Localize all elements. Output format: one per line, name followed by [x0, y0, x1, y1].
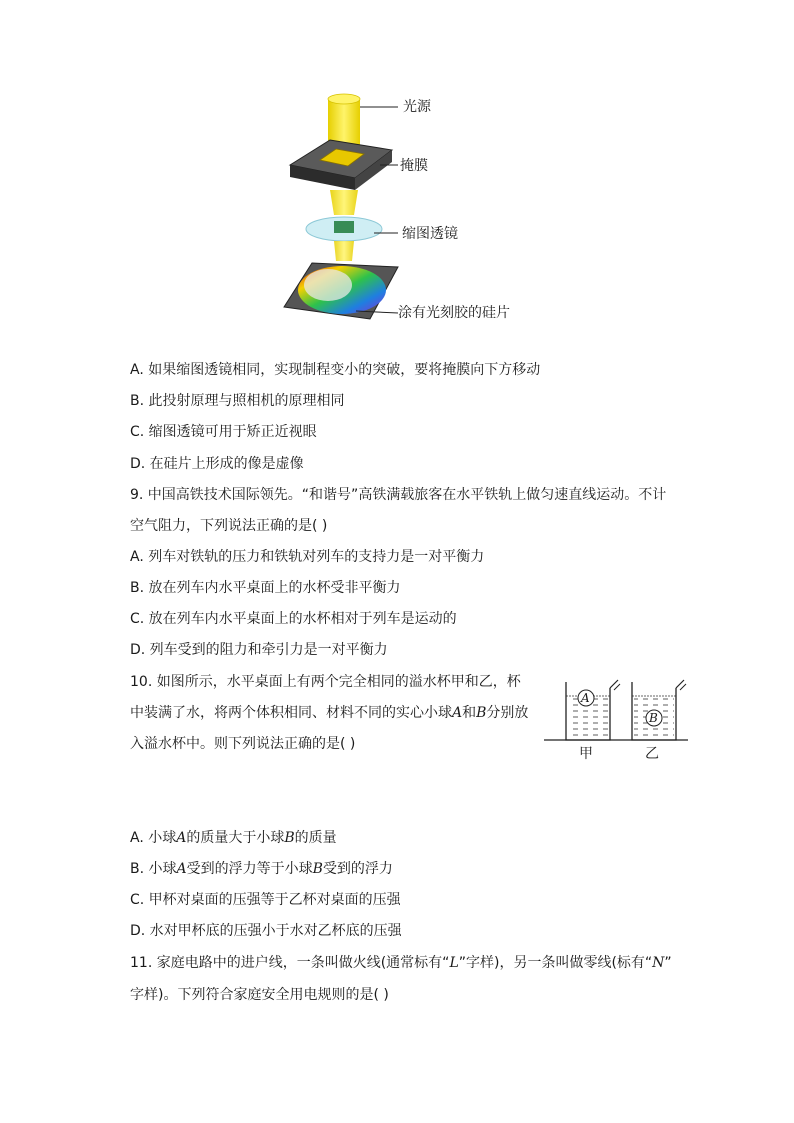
q10-option-b	[130, 859, 393, 879]
q10-a-part2: 的质量大于小球	[186, 830, 285, 846]
q8-option-d: D. 在硅片上形成的像是虚像	[130, 456, 304, 472]
q11-symbol-l: L	[449, 955, 459, 971]
label-reduction-lens: 缩图透镜	[402, 226, 458, 242]
q10-b-part1: B. 小球	[130, 861, 177, 877]
q10-stem-line1: 10. 如图所示，水平桌面上有两个完全相同的溢水杯甲和乙，杯	[130, 674, 521, 690]
q8-option-a: A. 如果缩图透镜相同，实现制程变小的突破，要将掩膜向下方移动	[130, 362, 541, 378]
q10-ball-a-symbol: A	[452, 705, 463, 721]
q11-stem-line1	[130, 953, 672, 973]
cup-jia	[566, 680, 620, 740]
q8-option-c: C. 缩图透镜可用于矫正近视眼	[130, 424, 317, 440]
q11-symbol-n: N	[652, 955, 665, 971]
q9-option-d: D. 列车受到的阻力和牵引力是一对平衡力	[130, 642, 388, 658]
q10-b-ball-b: B	[312, 861, 323, 877]
cup-jia-label: 甲	[579, 746, 593, 762]
q11-part2: ”字样)，另一条叫做零线(标有“	[458, 955, 653, 971]
q10-stem-line2	[130, 703, 528, 723]
q9-option-b: B. 放在列车内水平桌面上的水杯受非平衡力	[130, 580, 401, 596]
q9-option-c: C. 放在列车内水平桌面上的水杯相对于列车是运动的	[130, 611, 457, 627]
cup-yi-label: 乙	[645, 746, 659, 762]
q8-option-b: B. 此投射原理与照相机的原理相同	[130, 393, 345, 409]
ball-a-label: A	[581, 691, 590, 705]
q10-stem-line3: 入溢水杯中。则下列说法正确的是( )	[130, 736, 356, 752]
q11-part3: ”	[664, 955, 672, 971]
ball-b-label: B	[649, 711, 658, 725]
q9-option-a: A. 列车对铁轨的压力和铁轨对列车的支持力是一对平衡力	[130, 549, 485, 565]
q10-option-c: C. 甲杯对桌面的压强等于乙杯对桌面的压强	[130, 892, 401, 908]
q10-b-part3: 受到的浮力	[322, 861, 393, 877]
q10-option-d: D. 水对甲杯底的压强小于水对乙杯底的压强	[130, 923, 402, 939]
q10-line2-part1: 中装满了水，将两个体积相同、材料不同的实心小球	[130, 705, 452, 721]
q10-line2-part3: 分别放	[486, 705, 529, 721]
q10-b-part2: 受到的浮力等于小球	[186, 861, 313, 877]
q10-a-part3: 的质量	[294, 830, 337, 846]
q10-b-ball-a: A	[176, 861, 187, 877]
q9-stem-line2: 空气阻力，下列说法正确的是( )	[130, 518, 328, 534]
q9-stem-line1: 9. 中国高铁技术国际领先。“和谐号”高铁满载旅客在水平铁轨上做匀速直线运动。不计	[130, 487, 667, 503]
q10-line2-part2: 和	[462, 705, 477, 721]
q10-option-a	[130, 828, 337, 848]
q10-a-ball-b: B	[284, 830, 295, 846]
label-wafer: 涂有光刻胶的硅片	[398, 305, 510, 321]
cup-yi	[632, 680, 686, 740]
label-light-source: 光源	[403, 99, 431, 115]
q10-a-ball-a: A	[176, 830, 187, 846]
label-mask: 掩膜	[400, 158, 428, 174]
photolithography-figure	[270, 85, 570, 335]
overflow-cups-figure	[542, 672, 692, 742]
light-source-icon	[328, 94, 360, 104]
q11-stem-line2: 字样)。下列符合家庭安全用电规则的是( )	[130, 987, 389, 1003]
q11-part1: 11. 家庭电路中的进户线，一条叫做火线(通常标有“	[130, 955, 450, 971]
q10-a-part1: A. 小球	[130, 830, 177, 846]
q10-ball-b-symbol: B	[476, 705, 487, 721]
